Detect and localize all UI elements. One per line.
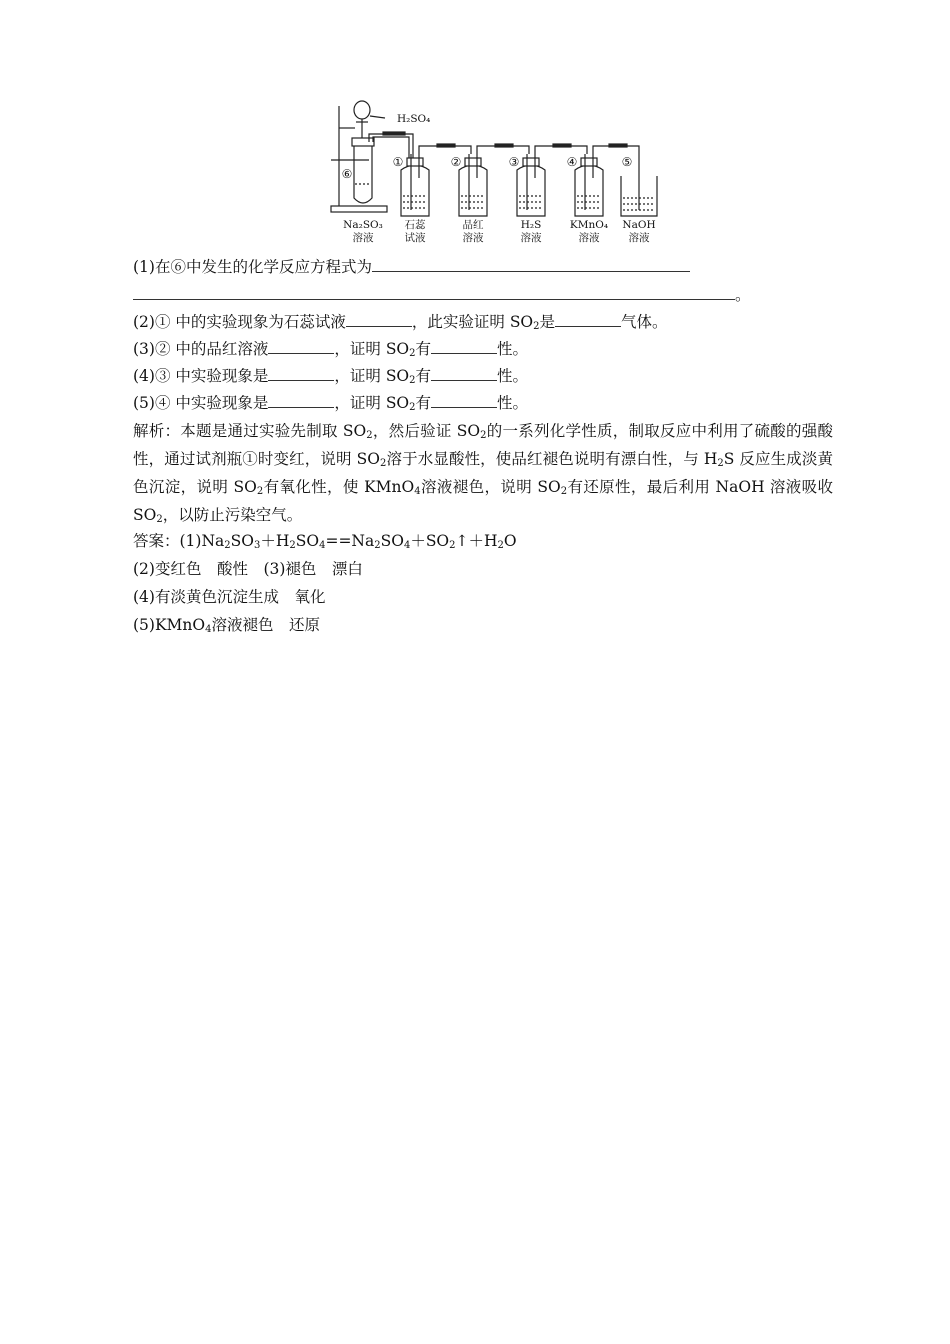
bottle-number-4: ④: [566, 155, 578, 169]
label-line2: 溶液: [352, 232, 374, 244]
question-5: (5)④ 中实验现象是 ，证明 $SO_2$有 性。: [133, 394, 529, 413]
label-line1: Na₂SO₃: [343, 219, 383, 231]
answer-4: (4)有淡黄色沉淀生成 氧化: [133, 588, 326, 606]
answer-blank[interactable]: [555, 311, 621, 327]
label-line2: 溶液: [462, 232, 484, 244]
answer-blank[interactable]: [431, 338, 497, 354]
question-1: (1)在⑥中发生的化学反应方程式为: [133, 256, 690, 277]
answer-blank[interactable]: [431, 392, 497, 408]
separatory-funnel: [354, 101, 370, 119]
answer-1: 答案：$(1)Na_2SO_3+H_2SO_4==Na_2SO_4+SO_2↑+H_2O$: [133, 532, 517, 551]
answer-blank[interactable]: [346, 311, 412, 327]
question-2: (2)① 中的实验现象为石蕊试液 ，此实验证明 $SO_2$是 气体。: [133, 313, 668, 332]
label-line2: 试液: [404, 232, 426, 244]
bottle-3: [517, 154, 545, 216]
label-line1: 品红: [462, 219, 484, 231]
question-4: (4)③ 中实验现象是 ，证明 $SO_2$有 性。: [133, 367, 529, 386]
label-line2: 溶液: [578, 232, 600, 244]
label-line2: 溶液: [628, 232, 650, 244]
reaction-flask: [352, 138, 374, 146]
funnel-label: H₂SO₄: [397, 113, 431, 125]
bottle-4: [575, 154, 603, 216]
label-line1: NaOH: [622, 219, 656, 231]
answer-2-3: (2)变红色 酸性 (3)褪色 漂白: [133, 560, 363, 578]
label-line2: 溶液: [520, 232, 542, 244]
bottle-number-1: ①: [392, 155, 404, 169]
answer-5: (5)KMnO$_4$溶液褪色 还原: [133, 616, 320, 635]
label-line1: 石蕊: [404, 219, 426, 231]
answer-blank[interactable]: [133, 284, 735, 300]
bottle-2: [459, 154, 487, 216]
flask-number: ⑥: [341, 167, 353, 181]
answer-blank[interactable]: [372, 256, 690, 272]
question-3: (3)② 中的品红溶液 ，证明 $SO_2$有 性。: [133, 340, 529, 359]
bottle-1: [401, 154, 429, 216]
answer-blank[interactable]: [268, 392, 334, 408]
answer-blank[interactable]: [431, 365, 497, 381]
bottle-number-2: ②: [450, 155, 462, 169]
question-1-continued: 。: [133, 284, 751, 305]
answer-blank[interactable]: [268, 338, 334, 354]
bottle-number-3: ③: [508, 155, 520, 169]
bottle-number-5: ⑤: [621, 155, 633, 169]
apparatus-diagram: [325, 98, 665, 248]
answer-blank[interactable]: [268, 365, 334, 381]
label-line1: KMnO₄: [569, 219, 609, 231]
stand-base: [331, 206, 387, 212]
analysis-paragraph: 解析：本题是通过实验先制取 $SO_2$，然后验证 $SO_2$的一系列化学性质，制取反应中利用了硫酸的强酸性，通过试剂瓶①时变红，说明 $SO_2$溶于水显酸性，使品红褪色说明有漂白性，与 $H_2S$ 反应生成淡黄色沉淀，说明 $SO_2$有氧化性，使 KMnO$_4$溶液褪色，说明 $SO_2$有还原性，最后利用 NaOH 溶液吸收 $SO_2$，以防止污染空气。: [133, 422, 833, 525]
label-line1: H₂S: [520, 219, 542, 231]
